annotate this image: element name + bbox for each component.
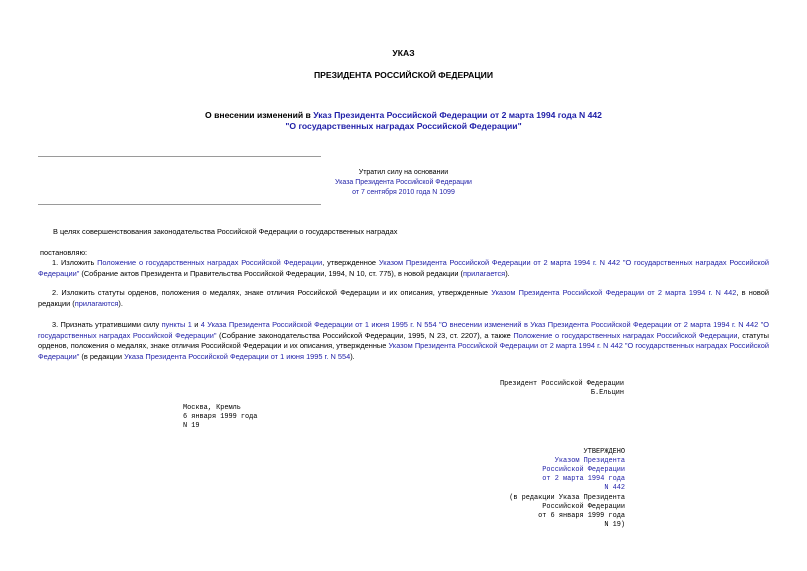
paragraph-2 xyxy=(38,288,769,309)
signature-name: Б.Ельцин xyxy=(590,389,624,398)
divider-top xyxy=(38,156,321,157)
lost-force-note xyxy=(290,168,517,198)
p3-text-5: , статуты орденов, положения о медалях, знаке отличия Российской Федерации и их описания, утвержденные xyxy=(38,330,769,351)
title-prefix: О внесении изменений в xyxy=(205,110,314,120)
p3-link-decree-554[interactable]: Указа Президента Российской Федерации от 1 июня 1995 г. N 554 "О внесении изменений в Указ Президента Российской Федерации от 2 марта 1994 г. N 442 "О государственных наградах Российской Федерации" xyxy=(38,320,769,340)
intro-paragraph: В целях совершенствования законодательства Российской Федерации о государственных наградах xyxy=(53,227,398,236)
edition-line-1: (в редакции Указа Президента xyxy=(509,493,625,502)
approved-link-2[interactable]: Российской Федерации xyxy=(542,466,625,475)
p1-text-1: 1. Изложить xyxy=(52,258,98,267)
p1-link-attached[interactable]: прилагается xyxy=(463,268,506,278)
p3-text-1: 3. Признать утратившими силу xyxy=(52,320,162,329)
signature-block xyxy=(440,380,624,398)
lost-force-link-2[interactable]: от 7 сентября 2010 года N 1099 xyxy=(352,189,455,197)
p3-link-regulation[interactable]: Положение о государственных наградах Российской Федерации xyxy=(513,330,738,340)
approved-block xyxy=(480,448,625,530)
p3-text-4: (Собрание законодательства Российской Федерации, 1995, N 23, ст. 2207), а также xyxy=(216,330,514,340)
p3-link-decree-442[interactable]: Указом Президента Российской Федерации от 2 марта 1994 г. N 442 "О государственных наградах Российской Федерации" xyxy=(38,341,769,362)
p1-text-2: , утвержденное xyxy=(322,258,379,267)
p3-text-6: (в редакции xyxy=(79,352,125,362)
decree-heading: УКАЗ xyxy=(392,48,415,58)
place: Москва, Кремль xyxy=(183,404,241,412)
decree-issuer: ПРЕЗИДЕНТА РОССИЙСКОЙ ФЕДЕРАЦИИ xyxy=(313,70,494,80)
place-date-block xyxy=(183,404,257,431)
p3-link-edition[interactable]: Указа Президента Российской Федерации от 1 июня 1995 г. N 554 xyxy=(124,352,351,362)
edition-line-3: от 6 января 1999 года xyxy=(538,511,625,520)
p3-text-2: и xyxy=(191,320,201,329)
p3-text-7: ). xyxy=(350,352,355,362)
approved-link-4[interactable]: N 442 xyxy=(604,484,625,493)
p1-link-regulation[interactable]: Положение о государственных наградах Российской Федерации xyxy=(97,258,323,267)
paragraph-3 xyxy=(38,320,769,363)
date: 6 января 1999 года xyxy=(183,413,258,422)
approved-link-1[interactable]: Указом Президента xyxy=(554,457,625,466)
approved-label: УТВЕРЖДЕНО xyxy=(583,448,625,456)
p3-link-item-1[interactable]: пункты 1 xyxy=(161,320,192,329)
lost-force-label: Утратил силу на основании xyxy=(358,169,449,176)
decree-word: постановляю: xyxy=(40,248,88,257)
p1-link-decree[interactable]: Указом Президента Российской Федерации от 2 марта 1994 г. N 442 "О государственных наградах Российской Федерации" xyxy=(38,258,769,278)
edition-line-2: Российской Федерации xyxy=(542,502,625,511)
signature-title: Президент Российской Федерации xyxy=(499,380,624,388)
p1-text-4: ). xyxy=(505,268,510,278)
p1-text-3: (Собрание актов Президента и Правительства Российской Федерации, 1994, N 10, ст. 775), в новой редакции ( xyxy=(79,268,464,278)
lost-force-link-1[interactable]: Указа Президента Российской Федерации xyxy=(335,179,472,187)
approved-link-3[interactable]: от 2 марта 1994 года xyxy=(542,475,625,484)
divider-bottom xyxy=(38,204,321,205)
paragraph-1 xyxy=(38,258,769,279)
decree-title xyxy=(200,110,607,131)
edition-line-4: N 19) xyxy=(604,520,625,529)
p2-text-1: 2. Изложить статуты орденов, положения о медалях, знаке отличия Российской Федерации и их описания, утвержденные xyxy=(52,288,492,297)
p2-text-3: ). xyxy=(118,298,123,308)
p2-text-2: , в новой редакции ( xyxy=(38,288,769,308)
p3-link-item-4[interactable]: 4 xyxy=(200,320,205,329)
p2-link-decree[interactable]: Указом Президента Российской Федерации от 2 марта 1994 г. N 442 xyxy=(491,288,737,297)
p2-link-attached[interactable]: прилагаются xyxy=(74,298,119,308)
decree-number: N 19 xyxy=(183,422,200,431)
title-link[interactable]: Указ Президента Российской Федерации от 2 марта 1994 года N 442 "О государственных наградах Российской Федерации" xyxy=(285,110,602,131)
